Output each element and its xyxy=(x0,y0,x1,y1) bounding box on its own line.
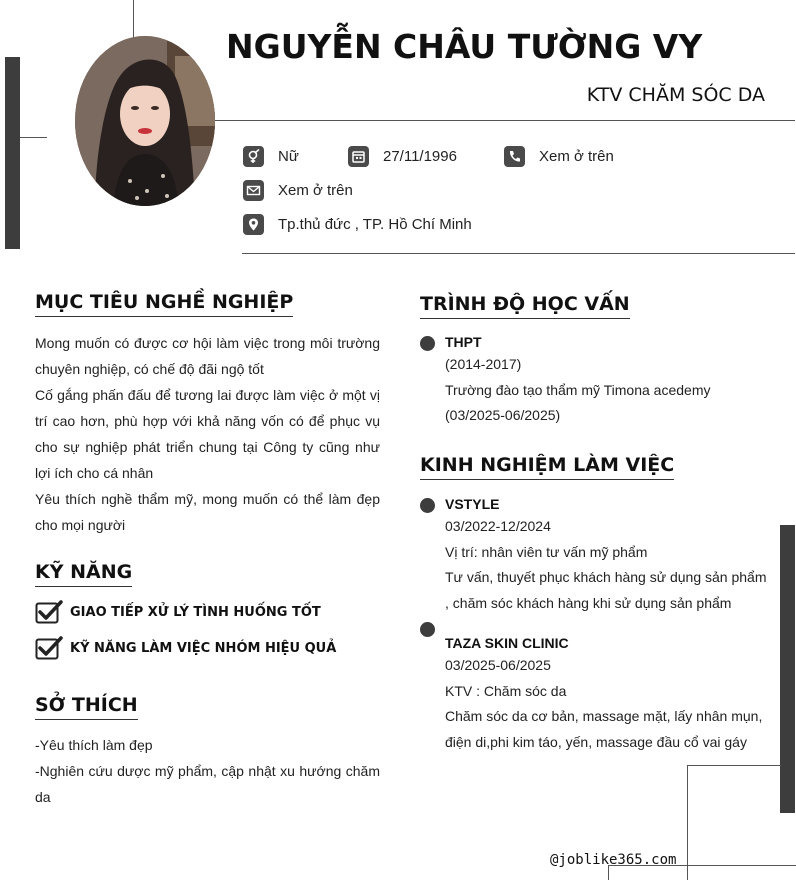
skill-label: GIAO TIẾP XỬ LÝ TÌNH HUỐNG TỐT xyxy=(70,604,321,620)
corner-frame xyxy=(687,765,781,880)
right-accent-bar xyxy=(780,525,795,813)
bullet-dot xyxy=(420,622,435,637)
skills-section xyxy=(35,561,132,587)
job-title: KTV CHĂM SÓC DA xyxy=(586,84,765,106)
hobbies-heading: SỞ THÍCH xyxy=(35,694,138,720)
location-pin-icon xyxy=(243,214,264,235)
experience-section xyxy=(420,454,674,480)
profile-photo xyxy=(75,36,215,206)
education-entry xyxy=(445,332,710,429)
mail-icon xyxy=(243,180,264,201)
education-line: (03/2025-06/2025) xyxy=(445,407,561,423)
objective-heading: MỤC TIÊU NGHỀ NGHIỆP xyxy=(35,291,293,317)
phone-icon xyxy=(504,146,525,167)
checkbox-checked-icon xyxy=(35,600,63,624)
phone-info xyxy=(504,146,614,167)
bullet-dot xyxy=(420,498,435,513)
education-heading: TRÌNH ĐỘ HỌC VẤN xyxy=(420,293,630,319)
email-info xyxy=(243,180,353,201)
candidate-name: NGUYỄN CHÂU TƯỜNG VY xyxy=(226,27,703,66)
skills-heading: KỸ NĂNG xyxy=(35,561,132,587)
gender-info xyxy=(243,146,299,167)
left-accent-bar xyxy=(5,57,20,249)
top-divider-line xyxy=(133,0,134,40)
objective-paragraph: Yêu thích nghề thẩm mỹ, mong muốn có thể làm đẹp cho mọi người xyxy=(35,491,380,533)
bullet-dot xyxy=(420,336,435,351)
skill-item xyxy=(35,600,321,624)
skill-label: KỸ NĂNG LÀM VIỆC NHÓM HIỆU QUẢ xyxy=(70,640,337,656)
experience-line: điện di,phi kim táo, yến, massage đầu cổ vai gáy xyxy=(445,733,747,750)
gender-value: Nữ xyxy=(278,148,299,165)
experience-heading: KINH NGHIỆM LÀM VIỆC xyxy=(420,454,674,480)
experience-entry xyxy=(445,494,767,616)
address-value: Tp.thủ đức , TP. Hồ Chí Minh xyxy=(278,216,472,233)
experience-line: Vị trí: nhân viên tư vấn mỹ phẩm xyxy=(445,543,648,560)
objective-paragraph: Cố gắng phấn đấu để tương lai được làm việc ở một vị trí cao hơn, phù hợp với khả năng vốn có để phục vụ cho sự nghiệp phát triển chung tại Công ty cũng như lợi ích cho cá nhân xyxy=(35,387,380,481)
experience-line: Chăm sóc da cơ bản, massage mặt, lấy nhân mụn, xyxy=(445,708,763,724)
checkbox-checked-icon xyxy=(35,636,63,660)
experience-line: 03/2025-06/2025 xyxy=(445,657,551,673)
hobby-item: -Nghiên cứu dược mỹ phẩm, cập nhật xu hướng chăm da xyxy=(35,763,380,805)
hobbies-body xyxy=(35,732,380,810)
experience-company: TAZA SKIN CLINIC xyxy=(445,635,569,651)
education-school: THPT xyxy=(445,334,482,350)
header-divider-top xyxy=(215,120,795,121)
objective-body xyxy=(35,330,380,538)
header-divider-bottom xyxy=(242,253,795,254)
objective-paragraph: Mong muốn có được cơ hội làm việc trong môi trường chuyên nghiệp, có chế độ đãi ngộ tốt xyxy=(35,335,380,377)
education-line: (2014-2017) xyxy=(445,356,522,372)
gender-icon xyxy=(243,146,264,167)
objective-section xyxy=(35,291,293,317)
experience-line: 03/2022-12/2024 xyxy=(445,518,551,534)
hobby-item: -Yêu thích làm đẹp xyxy=(35,737,153,753)
birthday-info xyxy=(348,146,457,167)
skill-item xyxy=(35,636,336,660)
site-watermark: @joblike365.com xyxy=(550,852,677,868)
experience-line: KTV : Chăm sóc da xyxy=(445,682,567,699)
experience-entry xyxy=(445,633,762,755)
address-info xyxy=(243,214,472,235)
phone-value: Xem ở trên xyxy=(539,148,614,165)
hobbies-section xyxy=(35,694,138,720)
experience-line: , chăm sóc khách hàng khi sử dụng sản phẩm xyxy=(445,594,732,611)
education-section xyxy=(420,293,630,319)
birthday-value: 27/11/1996 xyxy=(383,148,457,165)
experience-line: Tư vấn, thuyết phục khách hàng sử dụng sản phẩm xyxy=(445,569,767,585)
calendar-icon xyxy=(348,146,369,167)
experience-company: VSTYLE xyxy=(445,496,500,512)
education-line: Trường đào tạo thẩm mỹ Timona acedemy xyxy=(445,381,711,398)
email-value: Xem ở trên xyxy=(278,182,353,199)
left-divider-line xyxy=(20,137,47,138)
